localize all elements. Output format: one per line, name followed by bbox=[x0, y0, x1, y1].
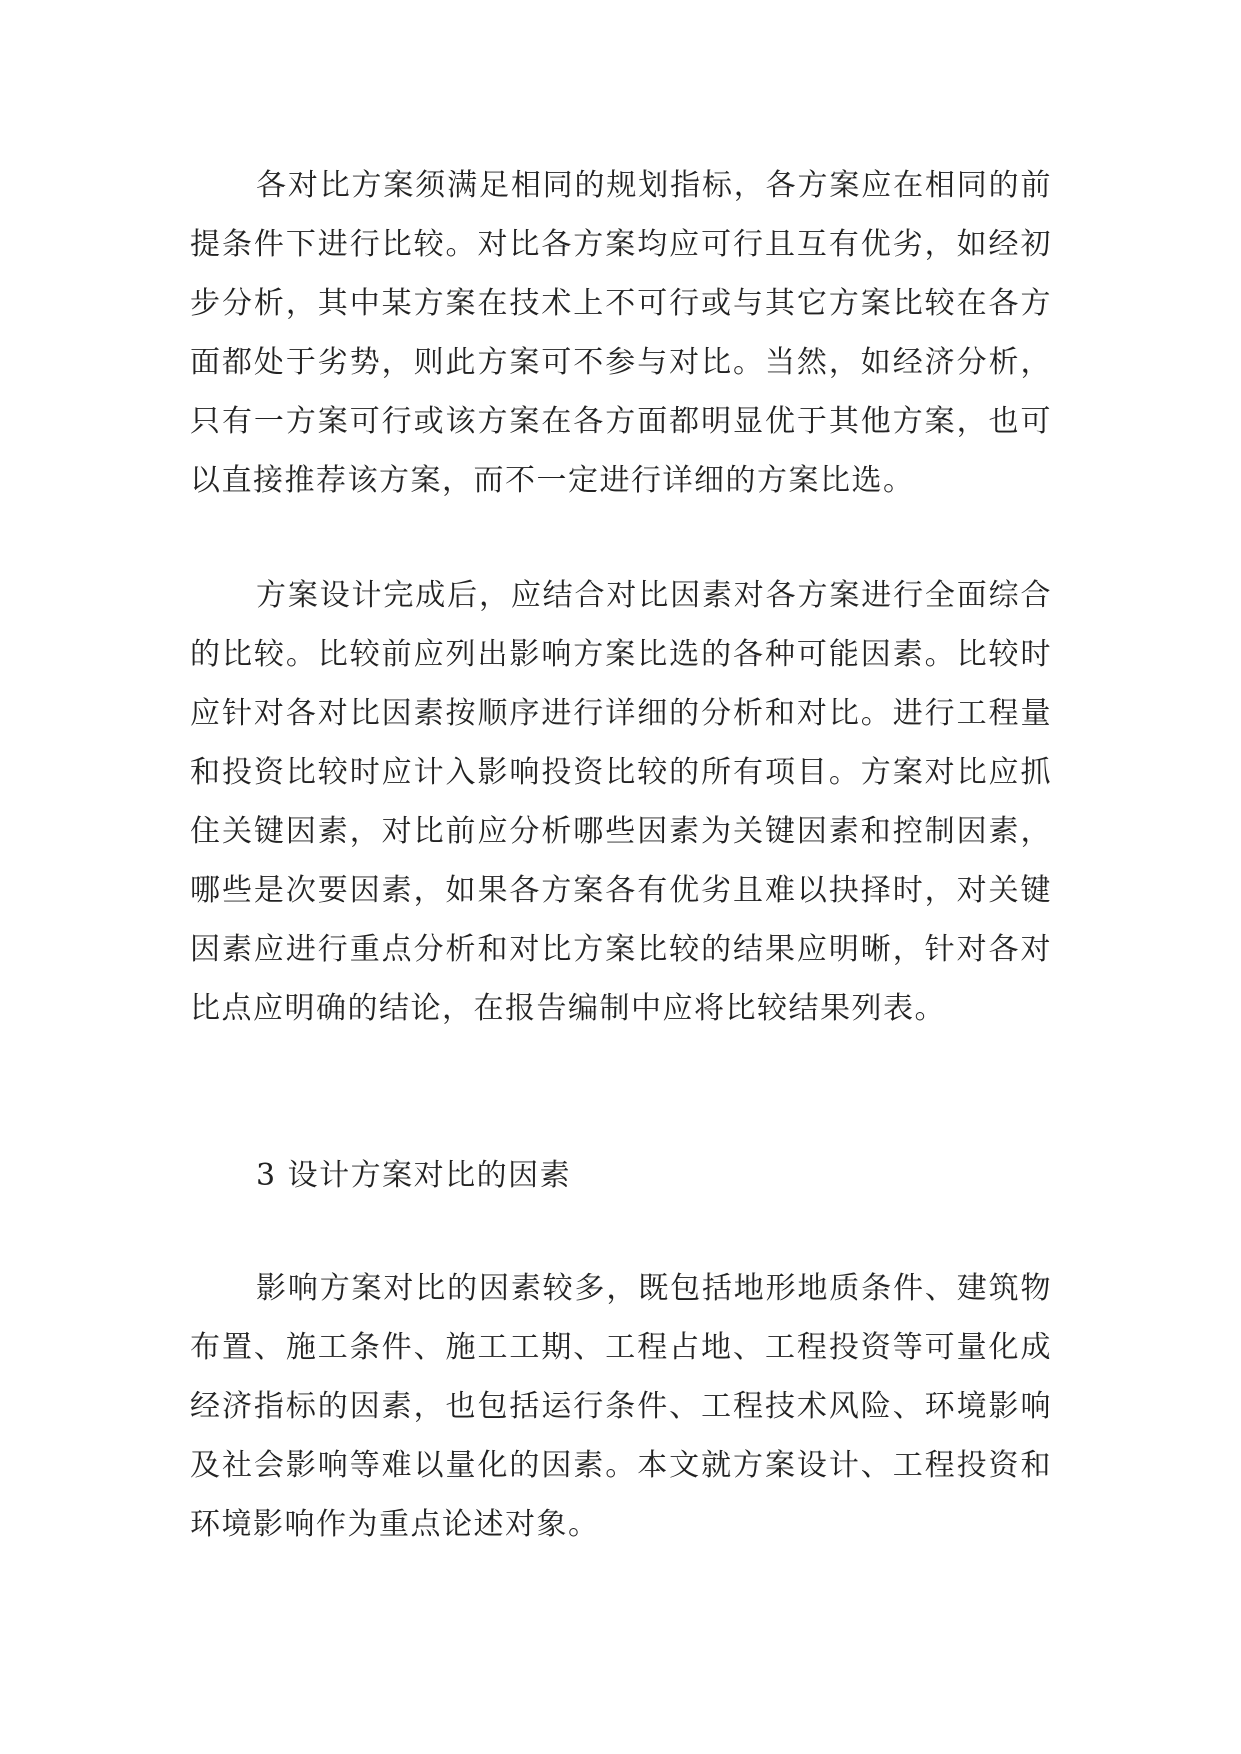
paragraph-comparison-requirements: 各对比方案须满足相同的规划指标，各方案应在相同的前提条件下进行比较。对比各方案均应可行且互有优劣，如经初步分析，其中某方案在技术上不可行或与其它方案比较在各方面都处于劣势，则此方案可不参与对比。当然，如经济分析，只有一方案可行或该方案在各方面都明显优于其他方案，也可以直接推荐该方案，而不一定进行详细的方案比选。 bbox=[190, 168, 1052, 498]
paragraph-comprehensive-comparison: 方案设计完成后，应结合对比因素对各方案进行全面综合的比较。比较前应列出影响方案比选的各种可能因素。比较时应针对各对比因素按顺序进行详细的分析和对比。进行工程量和投资比较时应计入影响投资比较的所有项目。方案对比应抓住关键因素，对比前应分析哪些因素为关键因素和控制因素，哪些是次要因素，如果各方案各有优劣且难以抉择时，对关键因素应进行重点分析和对比方案比较的结果应明晰，针对各对比点应明确的结论，在报告编制中应将比较结果列表。 bbox=[190, 578, 1052, 1026]
paragraph-comparison-factors: 影响方案对比的因素较多，既包括地形地质条件、建筑物布置、施工条件、施工工期、工程占地、工程投资等可量化成经济指标的因素，也包括运行条件、工程技术风险、环境影响及社会影响等难以量化的因素。本文就方案设计、工程投资和环境影响作为重点论述对象。 bbox=[190, 1271, 1052, 1542]
section-heading: 3 设计方案对比的因素 bbox=[256, 1158, 572, 1193]
